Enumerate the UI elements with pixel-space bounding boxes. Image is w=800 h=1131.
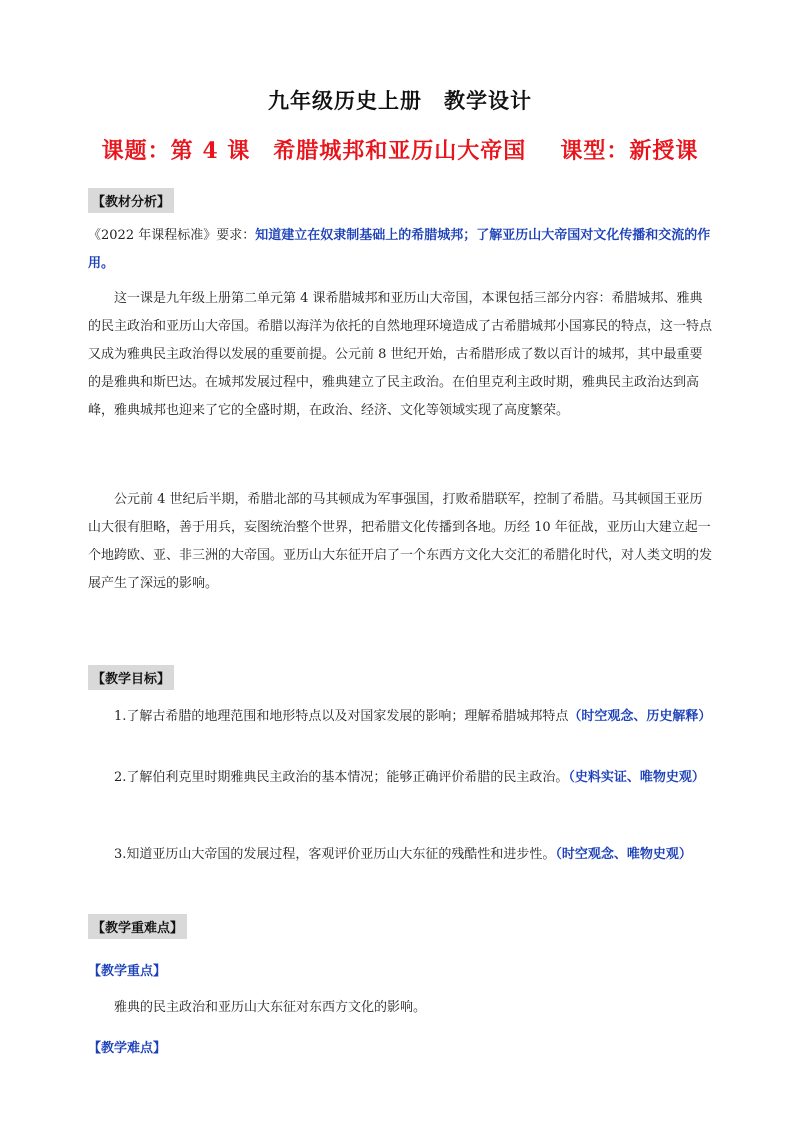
analysis-paragraph-2: 公元前 4 世纪后半期，希腊北部的马其顿成为军事强国，打败希腊联军，控制了希腊。马其顿国王亚历山大很有胆略，善于用兵，妄图统治整个世界，把希腊文化传播到各地。历经 10 年征战，亚历山大建立起一个地跨欧、亚、非三洲的大帝国。亚历山大东征开启了一个东西方文化大交汇的希腊化时代，对人类文明的发展产生了深远的影响。 bbox=[88, 492, 713, 591]
lesson-subtitle bbox=[0, 134, 800, 165]
section-tag-analysis: 【教材分析】 bbox=[88, 188, 174, 213]
section-tag-goals: 【教学目标】 bbox=[88, 665, 174, 690]
goal-item-2 bbox=[88, 764, 712, 792]
goal-note: （史料实证、唯物史观） bbox=[568, 770, 705, 785]
lesson-type: 课型：新授课 bbox=[560, 138, 699, 164]
analysis-paragraph-1: 这一课是九年级上册第二单元第 4 课希腊城邦和亚历山大帝国，本课包括三部分内容：希腊城邦、雅典的民主政治和亚历山大帝国。希腊以海洋为依托的自然地理环境造成了古希腊城邦小国寡民的特点，这一特点又成为雅典民主政治得以发展的重要前提。公元前 8 世纪开始，古希腊形成了数以百计的城邦，其中最重要的是雅典和斯巴达。在城邦发展过程中，雅典建立了民主政治。在伯里克利主政时期，雅典民主政治达到高峰，雅典城邦也迎来了它的全盛时期，在政治、经济、文化等领域实现了高度繁荣。 bbox=[88, 291, 713, 418]
difficulty-tag: 【教学难点】 bbox=[88, 1041, 167, 1056]
goal-note: （时空观念、唯物史观） bbox=[555, 847, 692, 862]
goal-text: 2.了解伯利克里时期雅典民主政治的基本情况；能够正确评价希腊的民主政治。 bbox=[114, 770, 569, 785]
lesson-topic: 课题：第 4 课 希腊城邦和亚历山大帝国 bbox=[101, 138, 527, 164]
standard-text: 知道建立在奴隶制基础上的希腊城邦；了解亚历山大帝国对文化传播和交流的作用。 bbox=[88, 228, 711, 271]
focus-text: 雅典的民主政治和亚历山大东征对东西方文化的影响。 bbox=[114, 1000, 427, 1015]
page-title: 九年级历史上册 教学设计 bbox=[268, 88, 532, 113]
focus-tag: 【教学重点】 bbox=[88, 964, 167, 979]
goal-note: （时空观念、历史解释） bbox=[568, 709, 712, 724]
standard-prefix: 《2022 年课程标准》要求： bbox=[88, 228, 256, 243]
goal-item-3 bbox=[88, 841, 712, 869]
goal-text: 1.了解古希腊的地理范围和地形特点以及对国家发展的影响；理解希腊城邦特点 bbox=[114, 709, 569, 724]
goal-text: 3.知道亚历山大帝国的发展过程，客观评价亚历山大东征的残酷性和进步性。 bbox=[114, 847, 556, 862]
curriculum-standard bbox=[88, 222, 712, 278]
goal-item-1 bbox=[88, 703, 712, 731]
section-tag-key-points: 【教学重难点】 bbox=[88, 914, 187, 939]
